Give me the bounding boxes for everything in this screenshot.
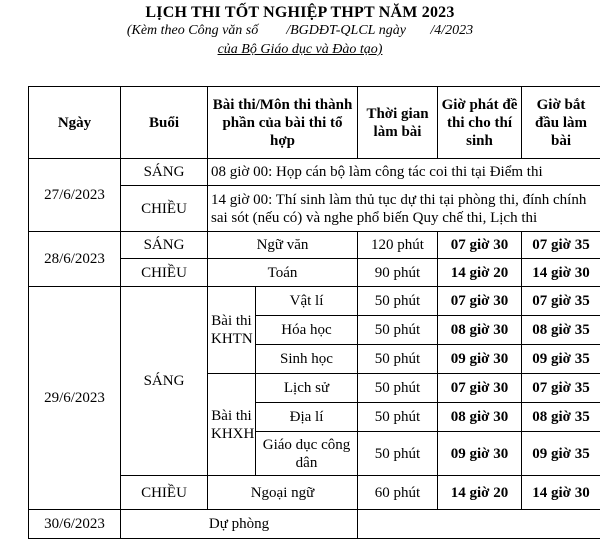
duration-cell: 50 phút	[358, 345, 438, 374]
group-cell-khtn: Bài thi KHTN	[208, 287, 256, 374]
header-duration: Thời gian làm bài	[358, 87, 438, 159]
start-cell: 07 giờ 35	[522, 232, 600, 259]
header-subject: Bài thi/Môn thi thành phần của bài thi tổ hợp	[208, 87, 358, 159]
exam-schedule-table	[28, 86, 600, 539]
duration-cell: 90 phút	[358, 259, 438, 287]
subject-cell: Ngữ văn	[208, 232, 358, 259]
subject-cell: Sinh học	[256, 345, 358, 374]
empty-cell	[358, 510, 600, 539]
start-cell: 09 giờ 35	[522, 345, 600, 374]
session-cell: CHIỀU	[121, 259, 208, 287]
date-cell: 29/6/2023	[29, 287, 121, 510]
distribute-cell: 07 giờ 30	[438, 232, 522, 259]
date-cell: 28/6/2023	[29, 232, 121, 287]
document-title: LỊCH THI TỐT NGHIỆP THPT NĂM 2023	[145, 4, 455, 21]
distribute-cell: 08 giờ 30	[438, 316, 522, 345]
table-row	[29, 287, 600, 316]
subject-cell: Vật lí	[256, 287, 358, 316]
subject-cell: Địa lí	[256, 403, 358, 432]
distribute-cell: 09 giờ 30	[438, 345, 522, 374]
session-cell: SÁNG	[121, 232, 208, 259]
duration-cell: 50 phút	[358, 432, 438, 476]
distribute-cell: 14 giờ 20	[438, 259, 522, 287]
distribute-cell: 09 giờ 30	[438, 432, 522, 476]
table-row	[29, 510, 600, 539]
note-cell: 08 giờ 00: Họp cán bộ làm công tác coi thi tại Điểm thi	[208, 159, 600, 186]
date-cell: 30/6/2023	[29, 510, 121, 539]
document-subtitle-issuer	[0, 42, 600, 58]
start-cell: 08 giờ 35	[522, 403, 600, 432]
distribute-cell: 07 giờ 30	[438, 374, 522, 403]
subject-cell: Lịch sử	[256, 374, 358, 403]
start-cell: 14 giờ 30	[522, 476, 600, 510]
note-cell: 14 giờ 00: Thí sinh làm thủ tục dự thi tại phòng thi, đính chính sai sót (nếu có) và nghe phổ biến Quy chế thi, Lịch thi	[208, 186, 600, 232]
duration-cell: 50 phút	[358, 403, 438, 432]
table-row	[29, 159, 600, 186]
start-cell: 07 giờ 35	[522, 374, 600, 403]
start-cell: 14 giờ 30	[522, 259, 600, 287]
date-cell: 27/6/2023	[29, 159, 121, 232]
table-header-row	[29, 87, 600, 159]
start-cell: 09 giờ 35	[522, 432, 600, 476]
header-date: Ngày	[29, 87, 121, 159]
duration-cell: 60 phút	[358, 476, 438, 510]
note-cell: Dự phòng	[121, 510, 358, 539]
distribute-cell: 14 giờ 20	[438, 476, 522, 510]
issuer-text: của Bộ Giáo dục và Đào tạo)	[217, 42, 383, 57]
session-cell: SÁNG	[121, 287, 208, 476]
header-start-time: Giờ bắt đầu làm bài	[522, 87, 600, 159]
session-cell: CHIỀU	[121, 186, 208, 232]
group-cell-khxh: Bài thi KHXH	[208, 374, 256, 476]
duration-cell: 50 phút	[358, 316, 438, 345]
duration-cell: 50 phút	[358, 374, 438, 403]
distribute-cell: 08 giờ 30	[438, 403, 522, 432]
duration-cell: 120 phút	[358, 232, 438, 259]
header-session: Buổi	[121, 87, 208, 159]
session-cell: SÁNG	[121, 159, 208, 186]
distribute-cell: 07 giờ 30	[438, 287, 522, 316]
start-cell: 08 giờ 35	[522, 316, 600, 345]
subject-cell: Giáo dục công dân	[256, 432, 358, 476]
subject-cell: Toán	[208, 259, 358, 287]
start-cell: 07 giờ 35	[522, 287, 600, 316]
session-cell: CHIỀU	[121, 476, 208, 510]
document-subtitle: (Kèm theo Công văn số /BGDĐT-QLCL ngày /4/2023	[126, 23, 474, 38]
header-distribute-time: Giờ phát đề thi cho thí sinh	[438, 87, 522, 159]
subject-cell: Hóa học	[256, 316, 358, 345]
table-row	[29, 232, 600, 259]
duration-cell: 50 phút	[358, 287, 438, 316]
subject-cell: Ngoại ngữ	[208, 476, 358, 510]
